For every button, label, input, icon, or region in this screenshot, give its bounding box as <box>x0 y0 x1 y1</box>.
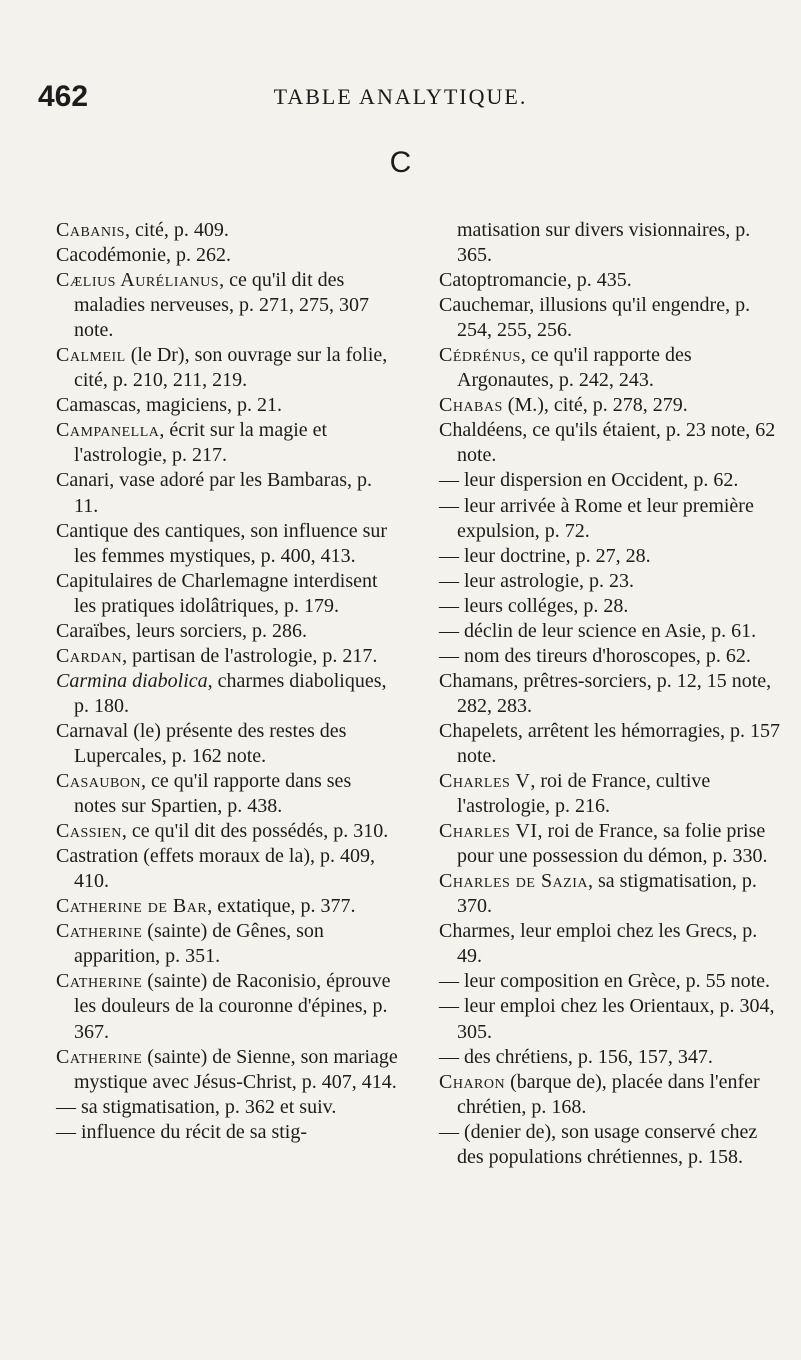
index-entry <box>439 544 781 569</box>
entry-text: — des chrétiens, p. 156, 157, 347. <box>439 1045 713 1068</box>
entry-italic-term: Carmina diabolica <box>56 669 208 692</box>
entry-text: , sa stigmatisation, p. 370. <box>457 870 757 918</box>
entry-text: — influence du récit de sa stig- <box>56 1120 308 1143</box>
entry-text: Canari, vase adoré par les Bambaras, p. 11. <box>56 469 372 517</box>
index-entry <box>439 719 781 769</box>
index-entry <box>56 268 398 343</box>
index-entry <box>56 644 398 669</box>
index-entry <box>439 569 781 594</box>
index-entry <box>439 293 781 343</box>
entry-text: Chamans, prêtres-sorciers, p. 12, 15 note, 282, 283. <box>439 669 772 717</box>
entry-text: Cacodémonie, p. 262. <box>56 244 231 267</box>
entry-headword: Charles V <box>439 770 531 793</box>
index-entry <box>56 844 398 894</box>
section-letter: C <box>389 146 412 179</box>
entry-text: — leurs colléges, p. 28. <box>439 594 629 617</box>
entry-text: — sa stigmatisation, p. 362 et suiv. <box>56 1095 337 1118</box>
index-entry <box>439 468 781 493</box>
entry-text: , cité, p. 409. <box>124 219 229 241</box>
index-entry <box>439 1070 781 1120</box>
index-entry <box>56 919 398 969</box>
entry-text: (sainte) de Raconisio, éprouve les douleurs de la couronne d'épines, p. 367. <box>74 970 391 1043</box>
index-entry <box>56 343 398 393</box>
entry-text: Cantique des cantiques, son influence sur les femmes mystiques, p. 400, 413. <box>56 519 388 567</box>
entry-text: Chapelets, arrêtent les hémorragies, p. 157 note. <box>439 719 780 767</box>
entry-text: — leur composition en Grèce, p. 55 note. <box>439 970 771 993</box>
left-column <box>56 218 398 1145</box>
entry-headword: Chabas <box>439 394 503 417</box>
entry-text: Cauchemar, illusions qu'il engendre, p. 254, 255, 256. <box>439 294 751 342</box>
entry-text: — leur astrologie, p. 23. <box>439 569 634 592</box>
entry-headword: Casaubon <box>56 770 142 793</box>
entry-text: — (denier de), son usage conservé chez des populations chrétiennes, p. 158. <box>439 1120 758 1168</box>
index-entry <box>439 619 781 644</box>
entry-text: — leur emploi chez les Orientaux, p. 304, 305. <box>439 995 775 1043</box>
index-entry <box>56 969 398 1044</box>
index-entry <box>56 1095 398 1120</box>
entry-headword: Campanella <box>56 419 160 442</box>
entry-headword: Cassien <box>56 820 122 843</box>
entry-text: , ce qu'il rapporte des Argonautes, p. 242, 243. <box>457 344 692 392</box>
index-entry <box>56 894 398 919</box>
entry-headword: Calmeil <box>56 344 126 367</box>
entry-headword: Charles de Sazia <box>439 870 589 893</box>
index-entry <box>439 494 781 544</box>
index-entry <box>439 644 781 669</box>
entry-headword: Catherine de Bar <box>56 895 208 918</box>
index-entry <box>56 418 398 468</box>
entry-text: — leur arrivée à Rome et leur première expulsion, p. 72. <box>439 494 754 542</box>
index-entry <box>439 418 781 468</box>
entry-text: (le Dr), son ouvrage sur la folie, cité, p. 210, 211, 219. <box>74 344 388 392</box>
entry-text: , partisan de l'astrologie, p. 217. <box>122 644 378 667</box>
entry-headword: Catherine <box>56 920 143 943</box>
index-entry <box>56 619 398 644</box>
entry-text: , ce qu'il dit des possédés, p. 310. <box>121 820 389 843</box>
index-entry <box>56 1120 398 1145</box>
index-entry <box>439 1120 781 1170</box>
index-entry <box>56 243 398 268</box>
entry-text: — nom des tireurs d'horoscopes, p. 62. <box>439 644 751 667</box>
entry-text: Castration (effets moraux de la), p. 409, 410. <box>56 845 375 893</box>
page-number: 462 <box>38 80 89 113</box>
entry-text: — leur doctrine, p. 27, 28. <box>439 544 651 567</box>
entry-text: (barque de), placée dans l'enfer chrétien, p. 168. <box>457 1070 760 1118</box>
page-header <box>0 80 801 120</box>
entry-text: , roi de France, cultive l'astrologie, p. 216. <box>457 770 711 818</box>
entry-text: Camascas, magiciens, p. 21. <box>56 394 283 417</box>
entry-text: (sainte) de Sienne, son mariage mystique avec Jésus-Christ, p. 407, 414. <box>74 1045 398 1093</box>
index-entry <box>439 1045 781 1070</box>
index-entry <box>56 393 398 418</box>
entry-headword: Cardan <box>56 644 123 667</box>
entry-text: — déclin de leur science en Asie, p. 61. <box>439 619 757 642</box>
index-entry <box>439 994 781 1044</box>
entry-text: (sainte) de Gênes, son apparition, p. 351. <box>74 920 324 968</box>
index-entry <box>56 719 398 769</box>
entry-text: matisation sur divers visionnaires, p. 365. <box>457 219 751 267</box>
entry-headword: Charles VI <box>439 820 538 843</box>
entry-text: , roi de France, sa folie prise pour une possession du démon, p. 330. <box>457 820 768 868</box>
entry-text: Chaldéens, ce qu'ils étaient, p. 23 note, 62 note. <box>439 419 776 467</box>
entry-text: Capitulaires de Charlemagne interdisent les pratiques idolâtriques, p. 179. <box>56 569 378 617</box>
index-entry <box>56 569 398 619</box>
index-entry <box>56 468 398 518</box>
entry-text: , charmes diaboliques, p. 180. <box>74 669 387 717</box>
entry-text: (M.), cité, p. 278, 279. <box>502 394 688 417</box>
entry-text: Charmes, leur emploi chez les Grecs, p. 49. <box>439 920 758 968</box>
entry-text: Caraïbes, leurs sorciers, p. 286. <box>56 619 308 642</box>
index-entry <box>56 669 398 719</box>
index-entry <box>56 819 398 844</box>
entry-headword: Cabanis <box>56 219 125 241</box>
entry-text: Carnaval (le) présente des restes des Lupercales, p. 162 note. <box>56 719 347 767</box>
index-entry <box>439 268 781 293</box>
index-entry <box>439 919 781 969</box>
entry-text: , écrit sur la magie et l'astrologie, p. 217. <box>74 419 328 467</box>
index-entry <box>439 969 781 994</box>
entry-text: — leur dispersion en Occident, p. 62. <box>439 469 739 492</box>
index-entry <box>439 669 781 719</box>
index-entry <box>439 869 781 919</box>
entry-text: , extatique, p. 377. <box>207 895 356 918</box>
index-entry <box>439 819 781 869</box>
index-entry <box>56 519 398 569</box>
index-entry <box>56 769 398 819</box>
entry-headword: Cédrénus <box>439 344 521 367</box>
index-entry <box>439 769 781 819</box>
entry-text: , ce qu'il dit des maladies nerveuses, p. 271, 275, 307 note. <box>74 269 369 342</box>
index-entry <box>439 594 781 619</box>
index-entry <box>56 218 398 243</box>
index-entry <box>439 218 781 268</box>
running-title: TABLE ANALYTIQUE. <box>273 84 528 109</box>
entry-headword: Charon <box>439 1070 506 1093</box>
index-entry <box>439 343 781 393</box>
right-column <box>439 218 781 1170</box>
entry-headword: Catherine <box>56 1045 143 1068</box>
entry-headword: Cælius Aurélianus <box>56 269 220 292</box>
entry-text: Catoptromancie, p. 435. <box>439 269 632 292</box>
entry-text: , ce qu'il rapporte dans ses notes sur Spartien, p. 438. <box>74 770 352 818</box>
index-entry <box>56 1045 398 1095</box>
index-entry <box>439 393 781 418</box>
entry-headword: Catherine <box>56 970 143 993</box>
